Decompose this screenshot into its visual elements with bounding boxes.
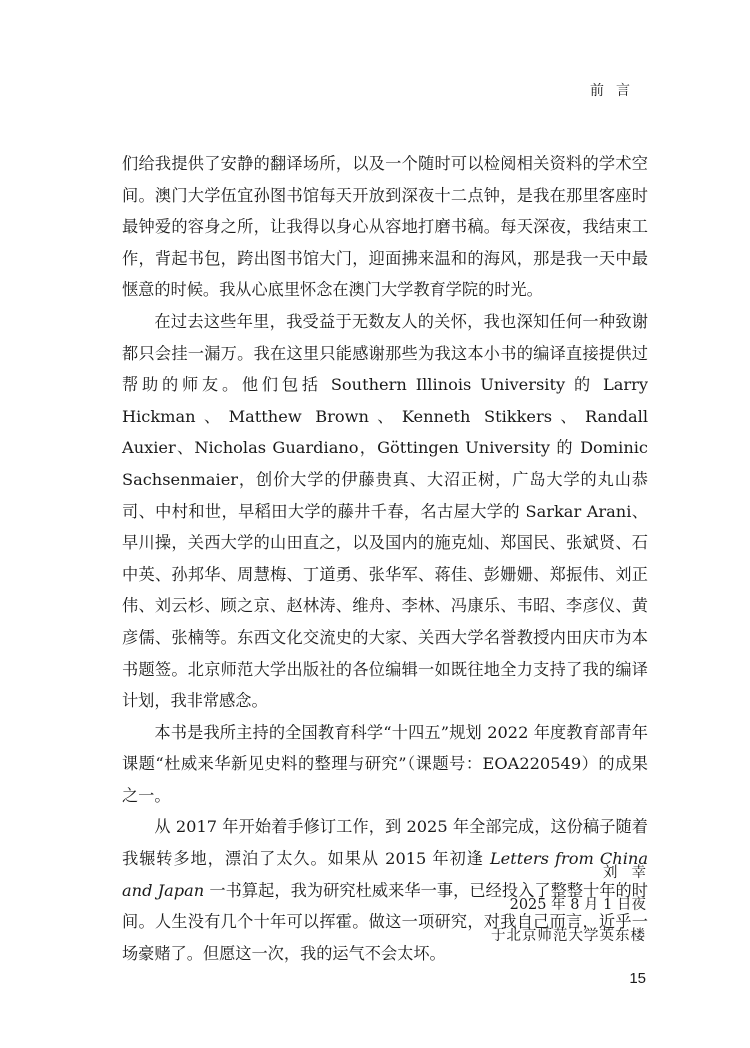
- paragraph-acknowledgements: 在过去这些年里，我受益于无数友人的关怀，我也深知任何一种致谢都只会挂一漏万。我在这里只能感谢那些为我这本小书的编译直接提供过帮助的师友。他们包括 Southern Illinois University 的 Larry Hickman、Matthew Brown、Kenneth Stikkers、Randall Auxier、Nicholas Guardiano，Göttingen University 的 Dominic Sachsenmaier，创价大学的伊藤贵真、大沼正树，广岛大学的丸山恭司、中村和世，早稻田大学的藤井千春，名古屋大学的 Sarkar Arani、早川操，关西大学的山田直之，以及国内的施克灿、郑国民、张斌贤、石中英、孙邦华、周慧梅、丁道勇、张华军、蒋佳、彭姗姗、郑振伟、刘正伟、刘云杉、顾之京、赵林涛、维舟、李林、冯康乐、韦昭、李彦仪、黄彦儒、张楠等。东西文化交流史的大家、关西大学名誉教授内田庆市为本书题签。北京师范大学出版社的各位编辑一如既往地全力支持了我的编译计划，我非常感念。: [122, 311, 648, 711]
- signature-place: 于北京师范大学英东楼: [491, 928, 646, 944]
- signature-block: [491, 858, 660, 953]
- signature-date: 2025 年 8 月 1 日夜: [509, 896, 646, 913]
- page-number: 15: [629, 970, 646, 987]
- closing-text-after: 一书算起，我为研究杜威来华一事，已经投入了整整十年的时间。人生没有几个十年可以挥霍。做这一项研究，对我自己而言，近乎一场豪赌了。但愿这一次，我的运气不会太坏。: [122, 880, 648, 963]
- paragraph-continued: 们给我提供了安静的翻译场所，以及一个随时可以检阅相关资料的学术空间。澳门大学伍宜孙图书馆每天开放到深夜十二点钟，是我在那里客座时最钟爱的容身之所，让我得以身心从容地打磨书稿。每天深夜，我结束工作，背起书包，跨出图书馆大门，迎面拂来温和的海风，那是我一天中最惬意的时候。我从心底里怀念在澳门大学教育学院的时光。: [122, 154, 648, 300]
- body-text: [122, 148, 648, 969]
- book-title: Letters from China and Japan: [122, 849, 648, 900]
- author-name: 刘幸: [603, 865, 660, 881]
- running-header: 前言: [590, 83, 642, 99]
- closing-text-before: 从 2017 年开始着手修订工作，到 2025 年全部完成，这份稿子随着我辗转多地，漂泊了太久。如果从 2015 年初逢: [122, 817, 648, 869]
- paragraph-funding: 本书是我所主持的全国教育科学“十四五”规划 2022 年度教育部青年课题“杜威来华新见史料的整理与研究”（课题号：EOA220549）的成果之一。: [122, 722, 648, 805]
